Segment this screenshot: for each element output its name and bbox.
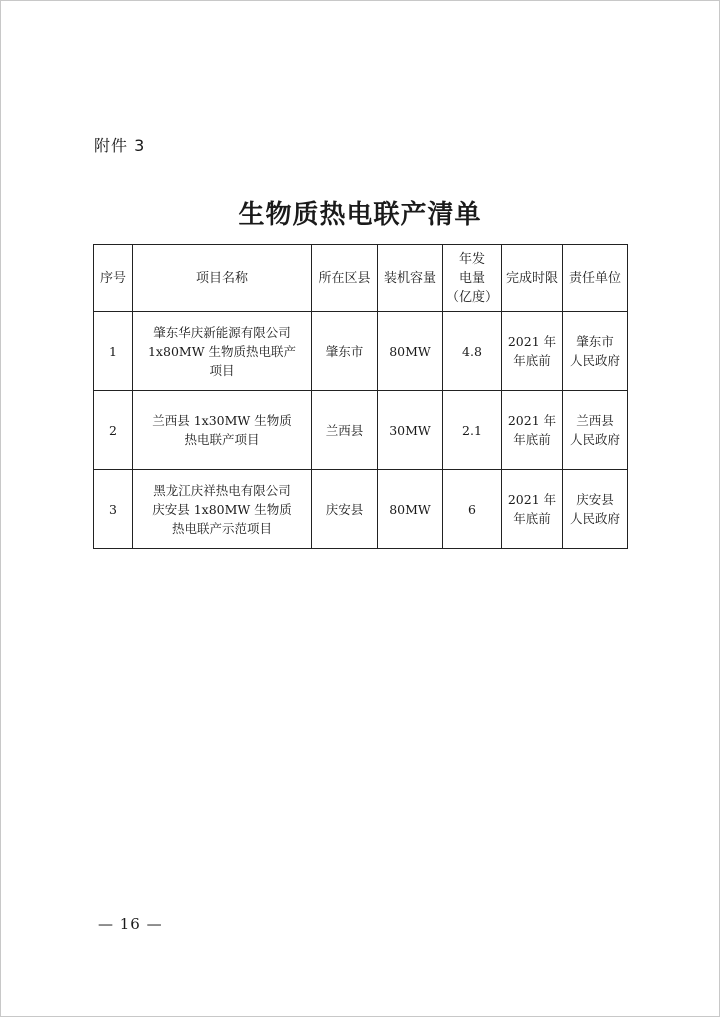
table-row [94,470,628,549]
row-seq: 3 [94,470,133,549]
unit-line: 庆安县 [576,492,614,507]
project-name-line: 热电联产项目 [184,432,260,447]
row-capacity: 80MW [378,312,443,391]
document-title: 生物质热电联产清单 [238,200,482,230]
project-name-line: 热电联产示范项目 [171,520,272,536]
page-number: — 16 — [98,915,163,933]
header-generation-line-1: 年发 [458,251,485,267]
header-generation-line-2: 电量 [458,270,485,286]
header-responsible-unit: 责任单位 [563,245,628,312]
deadline-line: 2021 年 [507,334,557,349]
row-project-name [133,470,312,549]
row-deadline [502,470,563,549]
row-capacity: 80MW [378,470,443,549]
row-project-name [133,391,312,470]
header-generation-line-3: （亿度） [446,289,499,305]
project-name-line: 黑龙江庆祥热电有限公司 [153,482,291,498]
project-name-line: 兰西县 1x30MW 生物质 [152,413,292,428]
header-capacity: 装机容量 [378,245,443,312]
project-name-line: 1x80MW 生物质热电联产 [147,343,297,359]
deadline-line: 2021 年 [507,413,557,428]
unit-line: 人民政府 [569,432,620,447]
header-annual-generation [443,245,502,312]
row-responsible-unit [563,312,628,391]
project-name-line: 庆安县 1x80MW 生物质 [152,501,292,517]
unit-line: 肇东市 [576,334,614,349]
row-seq: 2 [94,391,133,470]
row-deadline [502,312,563,391]
header-deadline: 完成时限 [502,245,563,312]
header-project-name: 项目名称 [133,245,312,312]
deadline-line: 年底前 [513,353,551,368]
attachment-label: 附件 3 [94,136,146,155]
deadline-line: 2021 年 [507,492,557,507]
row-district: 兰西县 [312,391,378,470]
row-district: 庆安县 [312,470,378,549]
deadline-line: 年底前 [513,432,551,447]
row-generation: 6 [443,470,502,549]
project-name-line: 肇东华庆新能源有限公司 [153,324,291,340]
project-table [93,244,628,549]
header-district: 所在区县 [312,245,378,312]
deadline-line: 年底前 [513,511,551,526]
row-responsible-unit [563,470,628,549]
row-district: 肇东市 [312,312,378,391]
unit-line: 人民政府 [569,353,620,368]
table-row [94,391,628,470]
unit-line: 兰西县 [576,413,614,428]
header-seq: 序号 [94,245,133,312]
row-deadline [502,391,563,470]
table-row [94,312,628,391]
row-project-name [133,312,312,391]
row-generation: 2.1 [443,391,502,470]
row-generation: 4.8 [443,312,502,391]
table-header-row [94,245,628,312]
unit-line: 人民政府 [569,511,620,526]
project-name-line: 项目 [209,362,235,378]
row-responsible-unit [563,391,628,470]
row-seq: 1 [94,312,133,391]
row-capacity: 30MW [378,391,443,470]
